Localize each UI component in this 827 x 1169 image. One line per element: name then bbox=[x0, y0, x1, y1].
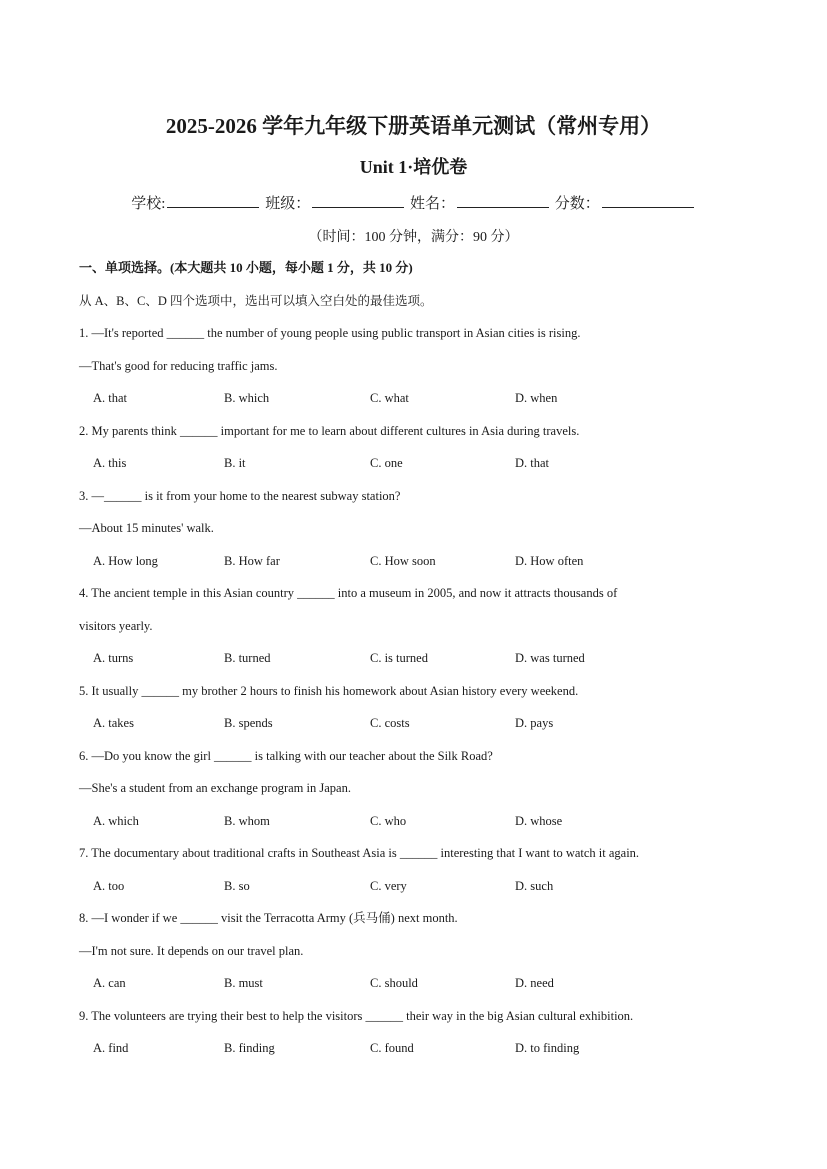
score-blank bbox=[602, 193, 694, 208]
option: D. that bbox=[515, 456, 550, 470]
option: B. whom bbox=[224, 813, 270, 828]
question-line: 5. It usually ______ my brother 2 hours to finish his homework about Asian history every weekend. bbox=[79, 683, 579, 698]
question-line: 4. The ancient temple in this Asian country ______ into a museum in 2005, and now it attracts thousands of bbox=[79, 586, 618, 600]
option: C. who bbox=[370, 813, 407, 828]
name-label: 姓名： bbox=[409, 196, 455, 212]
class-blank bbox=[312, 193, 404, 208]
page-subtitle: Unit 1·培优卷 bbox=[359, 157, 468, 177]
option: D. How often bbox=[515, 553, 584, 568]
question-line: —About 15 minutes' walk. bbox=[79, 521, 214, 535]
question-line: 2. My parents think ______ important for me to learn about different cultures in Asia during travels. bbox=[79, 423, 580, 438]
option: C. one bbox=[370, 456, 403, 470]
question-line: —I'm not sure. It depends on our travel plan. bbox=[79, 943, 304, 958]
option: C. very bbox=[370, 878, 407, 893]
options-row bbox=[79, 545, 759, 578]
instruction: 从 A、B、C、D 四个选项中，选出可以填入空白处的最佳选项。 bbox=[79, 293, 433, 308]
score-label: 分数： bbox=[554, 196, 600, 212]
options-row bbox=[79, 642, 759, 675]
name-blank bbox=[457, 193, 549, 208]
option: A. takes bbox=[93, 716, 134, 730]
question-line: 3. —______ is it from your home to the nearest subway station? bbox=[79, 488, 401, 503]
option: B. turned bbox=[224, 651, 271, 665]
option: C. How soon bbox=[370, 553, 436, 568]
option: C. is turned bbox=[370, 651, 428, 665]
option: B. How far bbox=[224, 553, 280, 568]
option: C. should bbox=[370, 976, 418, 990]
option: D. to finding bbox=[515, 1041, 580, 1055]
option: C. what bbox=[370, 391, 409, 405]
school-blank bbox=[167, 193, 259, 208]
option: D. need bbox=[515, 976, 554, 990]
options-row bbox=[79, 1032, 759, 1065]
class-label: 班级： bbox=[265, 196, 311, 212]
question-line: —She's a student from an exchange program in Japan. bbox=[79, 781, 351, 795]
question-line: 1. —It's reported ______ the number of young people using public transport in Asian cities is rising. bbox=[79, 326, 581, 340]
question-line: 9. The volunteers are trying their best to help the visitors ______ their way in the big Asian cultural exhibition. bbox=[79, 1008, 634, 1023]
time-info: （时间：100 分钟，满分：90 分） bbox=[308, 230, 519, 245]
option: D. whose bbox=[515, 813, 563, 828]
options-row bbox=[79, 707, 759, 740]
option: B. finding bbox=[224, 1041, 275, 1055]
question-line: 7. The documentary about traditional crafts in Southeast Asia is ______ interesting that I want to watch it again. bbox=[79, 846, 640, 860]
options-row bbox=[79, 382, 759, 415]
question-line: 8. —I wonder if we ______ visit the Terracotta Army (兵马俑) next month. bbox=[79, 911, 458, 925]
option: D. when bbox=[515, 391, 558, 405]
option: B. must bbox=[224, 976, 263, 990]
options-row bbox=[79, 805, 759, 838]
option: B. it bbox=[224, 456, 246, 470]
option: D. pays bbox=[515, 716, 554, 730]
option: C. costs bbox=[370, 716, 410, 730]
section-heading: 一、单项选择。(本大题共 10 小题，每小题 1 分，共 10 分) bbox=[79, 260, 413, 275]
question-line: visitors yearly. bbox=[79, 618, 153, 633]
question-line: 6. —Do you know the girl ______ is talking with our teacher about the Silk Road? bbox=[79, 748, 493, 763]
option: D. such bbox=[515, 878, 554, 893]
page-title: 2025-2026 学年九年级下册英语单元测试（常州专用） bbox=[165, 114, 662, 138]
option: A. this bbox=[93, 456, 127, 470]
option: A. which bbox=[93, 813, 139, 828]
question-body bbox=[79, 252, 759, 1065]
option: A. can bbox=[93, 976, 126, 990]
student-info-line bbox=[0, 192, 827, 213]
option: A. that bbox=[93, 391, 128, 405]
option: C. found bbox=[370, 1041, 414, 1055]
option: D. was turned bbox=[515, 651, 585, 665]
option: B. spends bbox=[224, 716, 273, 730]
options-row bbox=[79, 447, 759, 480]
question-line: —That's good for reducing traffic jams. bbox=[79, 358, 278, 373]
school-label: 学校: bbox=[131, 196, 166, 212]
option: B. which bbox=[224, 391, 270, 405]
option: A. find bbox=[93, 1041, 129, 1055]
options-row bbox=[79, 870, 759, 903]
options-row bbox=[79, 967, 759, 1000]
option: A. How long bbox=[93, 553, 158, 568]
option: A. too bbox=[93, 878, 125, 893]
option: A. turns bbox=[93, 651, 134, 665]
option: B. so bbox=[224, 878, 250, 893]
